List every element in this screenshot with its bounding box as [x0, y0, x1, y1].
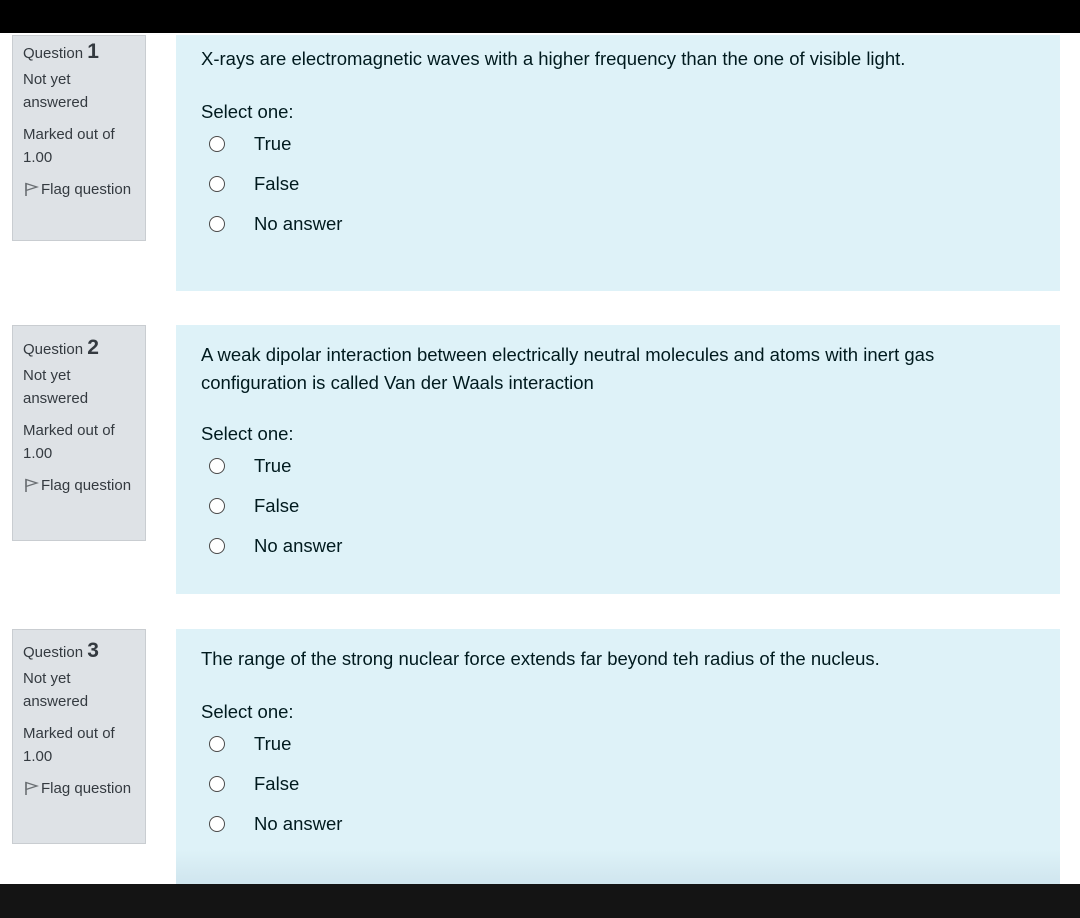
- flag-question-button[interactable]: [23, 777, 135, 800]
- content-fade: [176, 849, 1060, 885]
- question-state: Not yet answered: [23, 670, 89, 710]
- flag-question-label: Flag question: [41, 780, 132, 797]
- question-grade: Marked out of 1.00: [23, 422, 115, 462]
- answer-option-no-answer[interactable]: [201, 206, 1036, 246]
- question-grade: Marked out of 1.00: [23, 725, 115, 765]
- question-info: [12, 629, 146, 844]
- question-text: The range of the strong nuclear force extends far beyond teh radius of the nucleus.: [201, 648, 880, 669]
- option-label[interactable]: False: [254, 773, 300, 794]
- option-label[interactable]: No answer: [254, 535, 343, 556]
- option-label[interactable]: False: [254, 173, 300, 194]
- answer-option-false[interactable]: [201, 488, 1036, 528]
- select-one-prompt: Select one:: [201, 423, 294, 444]
- question-content: [176, 35, 1060, 291]
- answer-option-false[interactable]: [201, 766, 1036, 806]
- flag-icon: [23, 478, 39, 492]
- flag-question-button[interactable]: [23, 178, 135, 201]
- option-label[interactable]: No answer: [254, 813, 343, 834]
- answer-option-no-answer[interactable]: [201, 806, 1036, 846]
- question-info: [12, 325, 146, 541]
- flag-question-label: Flag question: [41, 181, 132, 198]
- radio-button[interactable]: [209, 176, 225, 192]
- answer-option-true[interactable]: [201, 448, 1036, 488]
- radio-button[interactable]: [209, 816, 225, 832]
- flag-question-label: Flag question: [41, 477, 132, 494]
- question-content: [176, 325, 1060, 594]
- question-info: [12, 35, 146, 241]
- question-text: X-rays are electromagnetic waves with a higher frequency than the one of visible light.: [201, 48, 906, 69]
- question-text: A weak dipolar interaction between electrically neutral molecules and atoms with inert gas configuration is called Van der Waals interaction: [201, 344, 935, 393]
- radio-button[interactable]: [209, 538, 225, 554]
- option-label[interactable]: True: [254, 455, 292, 476]
- question-number: Question 3: [23, 639, 99, 662]
- option-label[interactable]: False: [254, 495, 300, 516]
- question-state: Not yet answered: [23, 71, 89, 111]
- radio-button[interactable]: [209, 776, 225, 792]
- flag-question-button[interactable]: [23, 474, 135, 497]
- radio-button[interactable]: [209, 736, 225, 752]
- answer-option-no-answer[interactable]: [201, 528, 1036, 568]
- option-label[interactable]: No answer: [254, 213, 343, 234]
- select-one-prompt: Select one:: [201, 701, 294, 722]
- answer-option-false[interactable]: [201, 166, 1036, 206]
- select-one-prompt: Select one:: [201, 101, 294, 122]
- question-number: Question 1: [23, 40, 99, 63]
- question-content: [176, 629, 1060, 885]
- radio-button[interactable]: [209, 458, 225, 474]
- option-label[interactable]: True: [254, 733, 292, 754]
- flag-icon: [23, 781, 39, 795]
- answer-option-true[interactable]: [201, 726, 1036, 766]
- quiz-page: [0, 33, 1080, 885]
- radio-button[interactable]: [209, 216, 225, 232]
- question-state: Not yet answered: [23, 367, 89, 407]
- question-number: Question 2: [23, 336, 99, 359]
- answer-option-true[interactable]: [201, 126, 1036, 166]
- radio-button[interactable]: [209, 136, 225, 152]
- question-grade: Marked out of 1.00: [23, 126, 115, 166]
- radio-button[interactable]: [209, 498, 225, 514]
- option-label[interactable]: True: [254, 133, 292, 154]
- flag-icon: [23, 182, 39, 196]
- bottom-bar: [0, 884, 1080, 918]
